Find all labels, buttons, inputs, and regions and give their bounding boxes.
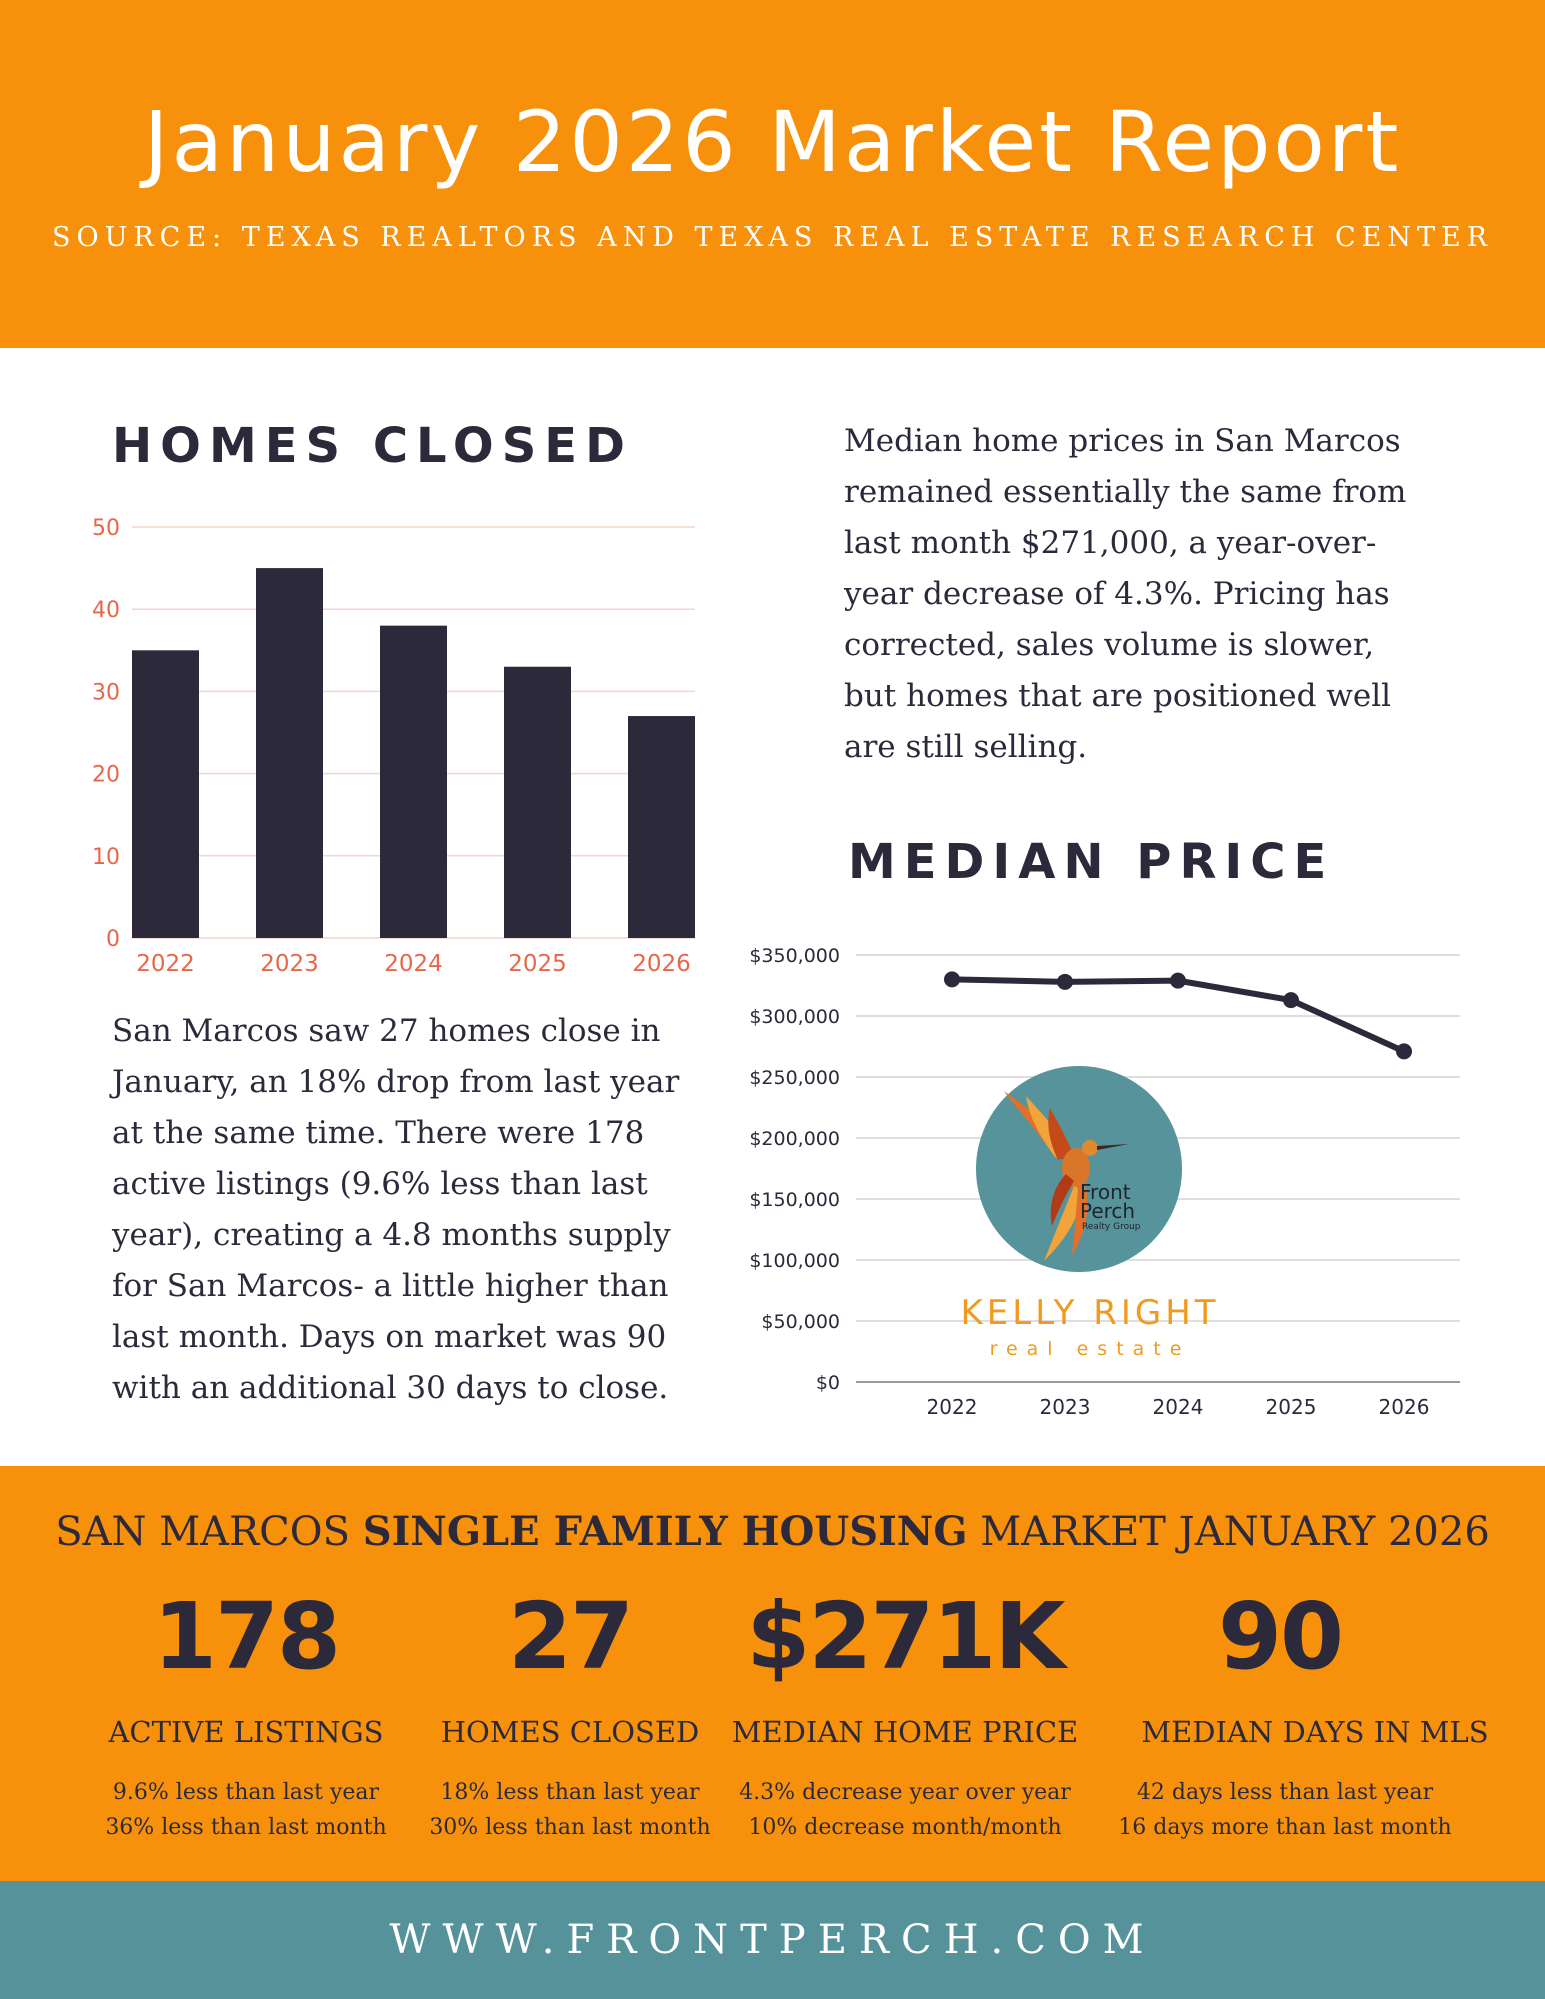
bar-2025 <box>504 667 571 938</box>
y-tick-label: $300,000 <box>749 1006 840 1028</box>
x-tick-label: 2022 <box>926 1395 978 1419</box>
kelly-right-logo <box>940 1293 1240 1360</box>
website-link[interactable]: WWW.FRONTPERCH.COM <box>389 1917 1156 1963</box>
x-tick-label: 2024 <box>384 951 443 977</box>
bar-2026 <box>628 716 695 938</box>
y-tick-label: $200,000 <box>749 1128 840 1150</box>
stat-note: 9.6% less than last year 36% less than last month <box>105 1780 387 1840</box>
x-tick-label: 2023 <box>1039 1395 1091 1419</box>
heading-prefix: SAN MARCOS <box>55 1509 363 1555</box>
stat-value: 90 <box>1217 1583 1343 1690</box>
y-tick-label: $350,000 <box>749 945 840 967</box>
x-tick-label: 2023 <box>260 951 319 977</box>
bar-2024 <box>380 626 447 938</box>
y-tick-label: $250,000 <box>749 1067 840 1089</box>
hummingbird-icon <box>994 1086 1134 1266</box>
stat-median-days <box>1118 1583 1510 1845</box>
kelly-right-subtitle: real estate <box>989 1338 1191 1360</box>
y-tick-label: $0 <box>815 1372 840 1394</box>
x-tick-label: 2026 <box>1378 1395 1430 1419</box>
stat-value: $271K <box>746 1583 1064 1690</box>
stat-note: 18% less than last year 30% less than last month <box>429 1780 711 1840</box>
y-tick-label: 40 <box>92 598 120 624</box>
market-summary-band <box>0 1466 1545 1881</box>
stat-label: HOMES CLOSED <box>440 1715 700 1749</box>
x-tick-label: 2025 <box>508 951 567 977</box>
point-2025 <box>1283 992 1299 1008</box>
report-source: SOURCE: TEXAS REALTORS AND TEXAS REAL ESTATE RESEARCH CENTER <box>51 222 1494 253</box>
stat-label: ACTIVE LISTINGS <box>108 1715 384 1749</box>
y-tick-label: $100,000 <box>749 1250 840 1272</box>
median-price-paragraph: Median home prices in San Marcos remained essentially the same from last month $271,000, a year-over-year decrease of 4.3%. Pricing has corrected, sales volume is slower, but homes that are positioned well are still selling. <box>844 423 1407 765</box>
logo-front-text: Front <box>1080 1180 1131 1204</box>
stat-label: MEDIAN HOME PRICE <box>731 1715 1079 1749</box>
report-title: January 2026 Market Report <box>143 93 1402 191</box>
homes-closed-paragraph: San Marcos saw 27 homes close in January, an 18% drop from last year at the same time. There were 178 active listings (9.6% less than last year), creating a 4.8 months supply for San Marcos- a little higher than last month. Days on market was 90 with an additional 30 days to close. <box>112 1013 680 1406</box>
stat-note: 4.3% decrease year over year 10% decrease month/month <box>739 1780 1071 1840</box>
market-summary-heading <box>0 1508 1545 1555</box>
stat-homes-closed <box>420 1583 720 1845</box>
y-tick-label: 10 <box>92 844 120 870</box>
x-tick-label: 2026 <box>632 951 691 977</box>
heading-suffix: MARKET JANUARY 2026 <box>967 1509 1490 1555</box>
kelly-right-brand: KELLY RIGHT <box>960 1293 1220 1333</box>
report-header <box>0 0 1545 348</box>
homes-closed-title: HOMES CLOSED <box>112 418 633 474</box>
x-tick-label: 2024 <box>1152 1395 1204 1419</box>
logo-perch-text: Perch <box>1080 1199 1136 1223</box>
point-2026 <box>1396 1043 1412 1059</box>
homes-closed-bar-chart <box>60 500 710 990</box>
stat-active-listings <box>96 1583 396 1845</box>
stat-note: 42 days less than last year 16 days more than last month <box>1118 1780 1452 1840</box>
point-2023 <box>1057 974 1073 990</box>
y-tick-label: 50 <box>92 516 120 541</box>
median-price-title: MEDIAN PRICE <box>848 834 1335 890</box>
y-tick-label: 20 <box>92 762 120 788</box>
x-tick-label: 2022 <box>136 951 195 977</box>
point-2024 <box>1170 973 1186 989</box>
front-perch-logo <box>976 1066 1182 1272</box>
x-tick-label: 2025 <box>1265 1395 1317 1419</box>
stat-value: 178 <box>152 1583 340 1690</box>
bar-2023 <box>256 568 323 938</box>
stat-median-home-price <box>730 1583 1080 1845</box>
footer <box>0 1881 1545 1999</box>
heading-bold: SINGLE FAMILY HOUSING <box>362 1508 968 1555</box>
y-tick-label: 0 <box>106 927 120 952</box>
point-2022 <box>944 971 960 987</box>
bar-2022 <box>132 650 199 938</box>
logo-group-text: Realty Group <box>1082 1222 1141 1232</box>
stat-value: 27 <box>507 1583 633 1690</box>
y-tick-label: 30 <box>92 680 120 706</box>
y-tick-label: $50,000 <box>761 1311 840 1333</box>
stat-label: MEDIAN DAYS IN MLS <box>1141 1715 1489 1749</box>
y-tick-label: $150,000 <box>749 1189 840 1211</box>
